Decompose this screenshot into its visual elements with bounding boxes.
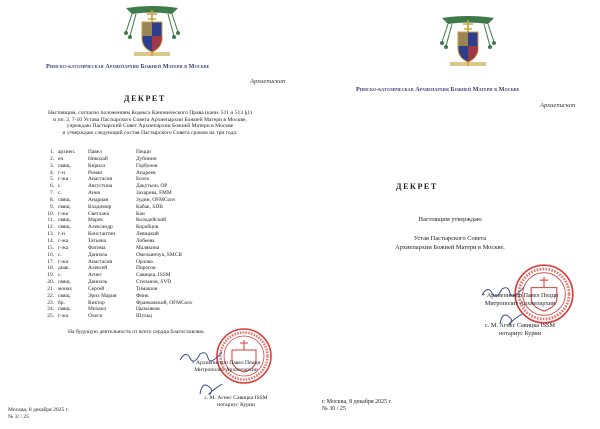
council-member-row bbox=[40, 272, 216, 279]
body-line: Устав Пастырского Совета bbox=[413, 235, 487, 242]
member-title: свящ. bbox=[58, 162, 71, 169]
member-title: свящ. bbox=[58, 306, 71, 313]
archbishop-signature-block bbox=[460, 292, 580, 308]
coat-of-arms-icon bbox=[436, 16, 500, 68]
member-surname: Бозло bbox=[136, 176, 150, 183]
council-member-row bbox=[40, 204, 216, 211]
member-title: свящ. bbox=[58, 224, 71, 231]
notary-signature-block bbox=[194, 395, 278, 409]
member-surname: Омельянчук, SMCB bbox=[136, 251, 182, 258]
member-surname: Андреев bbox=[136, 169, 156, 176]
member-first-name: Павел bbox=[88, 149, 102, 155]
member-number: 2. bbox=[49, 155, 54, 162]
notary-role: нотариус Курии bbox=[216, 402, 256, 408]
member-title: с. bbox=[58, 183, 62, 190]
body-line: Настоящим утверждаю bbox=[418, 216, 482, 223]
member-first-name: Анна bbox=[88, 190, 101, 197]
member-number: 22. bbox=[47, 292, 54, 299]
decree-date: г. Москва, 8 декабря 2025 г. bbox=[322, 399, 392, 405]
council-member-row bbox=[40, 183, 216, 190]
signer-role: Митрополит Архиепархии bbox=[484, 300, 556, 307]
member-surname: Шульц bbox=[136, 313, 152, 320]
member-surname: Савицка, ISSM bbox=[136, 272, 171, 279]
signer-role: Митрополит Архиепархии bbox=[194, 367, 258, 373]
member-number: 3. bbox=[49, 162, 54, 169]
member-surname: Финк bbox=[136, 292, 149, 299]
decree-number: № 30 / 25 bbox=[322, 406, 346, 412]
member-surname: Дубинин bbox=[136, 155, 157, 162]
member-first-name: Николай bbox=[88, 155, 108, 162]
member-title: г-жа bbox=[58, 210, 69, 217]
intro-line: и пп. 2, 7-10 Устава Пастырского Совета Архиепархии Божией Матери в Москве, bbox=[53, 116, 247, 123]
member-first-name: Константин bbox=[88, 231, 116, 238]
member-number: 23. bbox=[47, 299, 54, 306]
blessing-line: На будущую деятельность от всего сердца благословляю. bbox=[68, 329, 205, 335]
signer-name: + Архиепископ Павел Пецци bbox=[481, 292, 559, 299]
member-title: свящ. bbox=[58, 203, 71, 210]
archbishop-title: Архиепископ bbox=[540, 102, 576, 109]
member-number: 4. bbox=[49, 169, 54, 176]
member-title: свящ. bbox=[58, 292, 71, 299]
member-surname: Цымляков bbox=[136, 306, 160, 313]
member-first-name: Марек bbox=[88, 217, 103, 224]
member-title: свящ. bbox=[58, 196, 71, 203]
council-member-row bbox=[40, 245, 216, 252]
member-surname: Дакутьон, ОР bbox=[136, 183, 168, 190]
member-number: 1. bbox=[49, 149, 54, 155]
member-first-name: Татьяна bbox=[88, 237, 106, 244]
member-number: 14. bbox=[47, 237, 54, 244]
member-first-name: Виктор bbox=[88, 299, 105, 306]
member-first-name: Даниэла bbox=[88, 251, 108, 258]
council-member-row bbox=[40, 286, 216, 293]
member-surname: Кан bbox=[136, 210, 145, 217]
notary-name: с. М. Агнес Савицка ISSM bbox=[484, 322, 555, 329]
member-title: архиеп. bbox=[58, 149, 76, 155]
member-number: 12. bbox=[47, 224, 54, 231]
member-title: бр. bbox=[58, 299, 65, 306]
council-member-row bbox=[40, 197, 216, 204]
council-member-row bbox=[40, 231, 216, 238]
council-member-row bbox=[40, 259, 216, 266]
member-title: свящ. bbox=[58, 279, 71, 286]
member-title: г-жа bbox=[58, 313, 69, 320]
decree-body bbox=[300, 215, 600, 252]
decree-title: ДЕКРЕТ bbox=[124, 94, 166, 103]
member-surname: Горбунов bbox=[136, 162, 158, 169]
council-member-row bbox=[40, 224, 216, 231]
decree-date-number bbox=[322, 399, 392, 413]
member-number: 6. bbox=[49, 183, 54, 190]
member-title: г-н bbox=[58, 231, 65, 238]
council-member-row bbox=[40, 149, 216, 156]
member-first-name: Анастасия bbox=[88, 176, 113, 183]
member-title: г-жа bbox=[58, 258, 69, 265]
member-title: с. bbox=[58, 190, 62, 197]
member-number: 15. bbox=[47, 244, 54, 251]
member-title: еп. bbox=[58, 155, 65, 162]
notary-signature-block bbox=[470, 322, 570, 338]
member-first-name: Олеся bbox=[88, 313, 102, 320]
council-member-row bbox=[40, 170, 216, 177]
council-member-row bbox=[40, 176, 216, 183]
member-surname: Орлова bbox=[136, 258, 153, 265]
archbishop-title: Архиепископ bbox=[250, 78, 286, 85]
coat-of-arms-icon bbox=[120, 6, 184, 58]
member-title: г-жа bbox=[58, 244, 69, 251]
decree-number: № 3/ / 25 bbox=[8, 414, 30, 420]
signer-name: + Архиепископ Павел Пецци bbox=[191, 360, 261, 366]
council-member-row bbox=[40, 163, 216, 170]
council-member-row bbox=[40, 156, 216, 163]
member-title: свящ. bbox=[58, 217, 71, 224]
council-member-row bbox=[40, 217, 216, 224]
member-title: г-н bbox=[58, 169, 65, 176]
member-title: г-жа bbox=[58, 176, 69, 183]
member-first-name: Августина bbox=[88, 183, 113, 190]
member-number: 16. bbox=[47, 251, 54, 258]
member-number: 20. bbox=[47, 279, 54, 286]
member-title: монах bbox=[58, 285, 73, 292]
notary-name: с. М. Агнес Савицка ISSM bbox=[204, 395, 268, 401]
member-first-name: Михаил bbox=[88, 306, 107, 313]
member-surname: Пирогов bbox=[136, 265, 156, 272]
member-first-name: Даниэль bbox=[88, 279, 108, 286]
council-member-row bbox=[40, 300, 216, 307]
member-surname: Зудин, OFMConv bbox=[136, 196, 176, 203]
member-first-name: Светлана bbox=[88, 210, 110, 217]
notary-signature bbox=[196, 380, 226, 396]
council-member-row bbox=[40, 306, 216, 313]
member-surname: Пецци bbox=[136, 149, 151, 155]
decree-date-number bbox=[8, 407, 69, 421]
member-surname: Франковский, OFMConv bbox=[136, 299, 193, 306]
member-surname: Малякина bbox=[136, 244, 160, 251]
archdiocese-header: Римско-католическая Архиепархия Божией Матери в Москве bbox=[46, 63, 210, 70]
council-member-list bbox=[40, 149, 216, 320]
intro-line: и утверждаю следующий состав Пастырского Совета сроком на три года: bbox=[62, 129, 238, 136]
member-number: 21. bbox=[47, 285, 54, 292]
member-title: диак. bbox=[58, 265, 70, 272]
council-member-row bbox=[40, 211, 216, 218]
council-member-row bbox=[40, 279, 216, 286]
member-number: 25. bbox=[47, 313, 54, 320]
archbishop-signature-block bbox=[170, 360, 282, 374]
intro-line: учреждаю Пастырский Совет Архиепархии Божией Матери в Москве bbox=[66, 123, 234, 130]
member-number: 24. bbox=[47, 306, 54, 313]
member-first-name: Кирилл bbox=[88, 162, 106, 169]
member-surname: Захарова, FMM bbox=[136, 190, 172, 197]
council-member-row bbox=[40, 238, 216, 245]
member-number: 9. bbox=[49, 203, 54, 210]
member-first-name: Александр bbox=[88, 224, 113, 231]
member-surname: Коробцов bbox=[136, 224, 159, 231]
member-number: 10. bbox=[47, 210, 54, 217]
member-number: 11. bbox=[47, 217, 54, 224]
member-number: 18. bbox=[47, 265, 54, 272]
archdiocese-header: Римско-католическая Архиепархия Божией Матери в Москве bbox=[356, 86, 520, 93]
decree-title: ДЕКРЕТ bbox=[396, 182, 438, 191]
member-number: 5. bbox=[49, 176, 54, 183]
council-member-row bbox=[40, 265, 216, 272]
member-title: с. bbox=[58, 251, 62, 258]
member-first-name: Анастасия bbox=[88, 258, 113, 265]
member-number: 13. bbox=[47, 231, 54, 238]
member-title: г-жа bbox=[58, 237, 69, 244]
council-member-row bbox=[40, 313, 216, 320]
member-surname: Лобеева bbox=[136, 237, 155, 244]
member-surname: Колодейский bbox=[136, 217, 166, 224]
member-first-name: Фатима bbox=[88, 244, 106, 251]
member-number: 19. bbox=[47, 272, 54, 279]
member-first-name: Эрих Мария bbox=[88, 292, 117, 299]
decree-intro bbox=[0, 110, 300, 136]
decree-date: Москва, 8 декабря 2025 г. bbox=[8, 407, 69, 413]
member-title: с. bbox=[58, 272, 62, 279]
member-number: 8. bbox=[49, 196, 54, 203]
intro-line: Настоящим, согласно положениям Кодекса Канонического Права (канн. 511 и 513 §1) bbox=[47, 110, 253, 116]
decree-page-right bbox=[300, 0, 600, 429]
member-surname: Тимашов bbox=[136, 285, 158, 292]
member-first-name: Владимир bbox=[88, 203, 112, 210]
member-number: 7. bbox=[49, 190, 54, 197]
notary-role: нотариус Курии bbox=[498, 330, 542, 337]
member-first-name: Роман bbox=[88, 169, 103, 176]
member-surname: Степанов, SVD bbox=[136, 279, 172, 286]
council-member-row bbox=[40, 252, 216, 259]
member-first-name: Алексей bbox=[88, 265, 108, 272]
council-member-row bbox=[40, 293, 216, 300]
member-first-name: Агнес bbox=[88, 272, 102, 279]
council-member-row bbox=[40, 190, 216, 197]
member-surname: Левицкий bbox=[136, 231, 159, 238]
member-first-name: Андриан bbox=[88, 196, 109, 203]
member-number: 17. bbox=[47, 258, 54, 265]
member-first-name: Сергей bbox=[88, 285, 105, 292]
body-line: Архиепархии Божией Матери в Москве. bbox=[395, 244, 505, 251]
member-surname: Кабак, SDB bbox=[136, 203, 163, 210]
